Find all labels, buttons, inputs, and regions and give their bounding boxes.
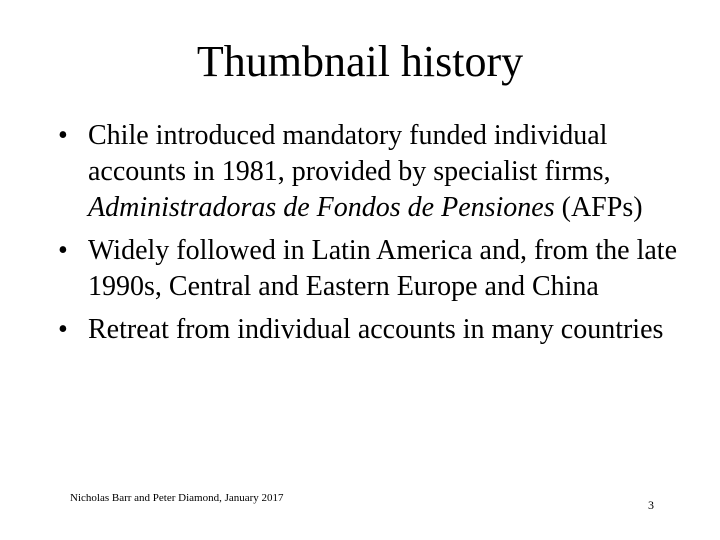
slide-footer: Nicholas Barr and Peter Diamond, January 2017 [70, 492, 284, 504]
bullet-item-followed [58, 233, 678, 305]
bullet-icon: • [58, 314, 68, 345]
bullet-text: Widely followed in Latin America and, from the late 1990s, Central and Eastern Europe and China [88, 235, 678, 302]
bullet-text-italic: Administradoras de Fondos de Pensiones [88, 192, 555, 223]
bullet-text: Chile introduced mandatory funded individual accounts in 1981, provided by specialist firms, [88, 120, 611, 187]
bullet-text: Retreat from individual accounts in many countries [88, 314, 664, 345]
bullet-icon: • [58, 235, 68, 266]
slide-title: Thumbnail history [196, 37, 524, 86]
bullet-item-retreat [58, 312, 678, 348]
bullet-list [58, 118, 678, 355]
bullet-item-chile [58, 118, 678, 226]
page-number: 3 [648, 498, 654, 512]
bullet-icon: • [58, 120, 68, 151]
bullet-text-suffix: (AFPs) [554, 192, 643, 223]
